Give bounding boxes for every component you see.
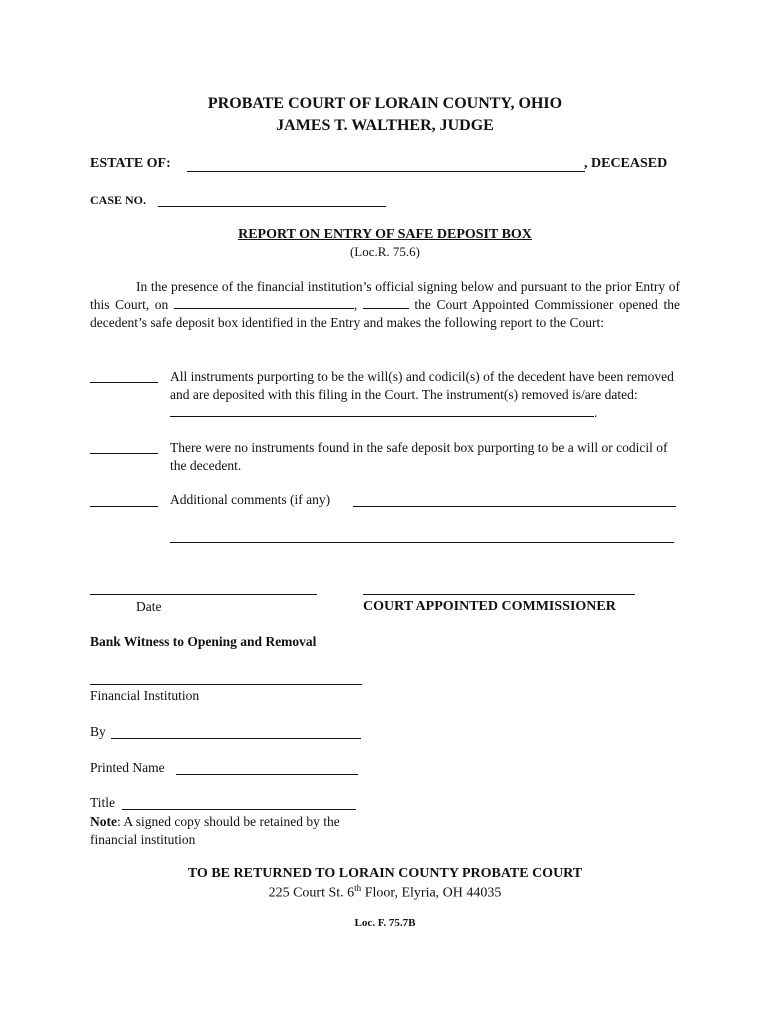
intro-text-2: the Court Appointed Commissioner opened the decedent’s safe deposit box identified in the Entry and makes the following report to the Court: [90,297,680,330]
printed-name-field[interactable] [176,774,358,775]
estate-label: ESTATE OF: [90,156,171,171]
financial-institution-line[interactable] [90,684,362,685]
entry-year-field[interactable] [363,296,409,309]
additional-comments-label: Additional comments (if any) [170,492,331,507]
title-field[interactable] [122,809,356,810]
intro-text-1: In the presence of the financial institution’s official signing below and pursuant to the prior Entry of this Court, on [90,279,680,312]
rule-reference: (Loc.R. 75.6) [349,244,421,259]
additional-comments-field-2[interactable] [170,542,674,543]
court-name: PROBATE COURT OF LORAIN COUNTY, OHIO [207,95,563,112]
judge-name: JAMES T. WALTHER, JUDGE [276,117,494,134]
intro-paragraph: In the presence of the financial institution’s official signing below and pursuant to the prior Entry of this Court, on , the Court Appointed Commissioner opened the decedent’s safe deposit box identified in the Entry and makes the following report to the Court: [90,279,680,330]
by-field[interactable] [111,738,361,739]
report-title: REPORT ON ENTRY OF SAFE DEPOSIT BOX [238,227,532,242]
commissioner-label: COURT APPOINTED COMMISSIONER [363,599,616,614]
date-label: Date [136,599,162,614]
note [90,813,362,849]
additional-comments-field[interactable] [353,506,676,507]
note-label: Note [90,814,117,829]
dated-label: is/are dated: [572,387,638,402]
printed-name-label: Printed Name [90,760,165,775]
bank-witness-heading: Bank Witness to Opening and Removal [90,634,317,649]
entry-date-field[interactable] [174,296,354,309]
case-no-label: CASE NO. [90,193,147,207]
option-instruments-removed-text: All instruments purporting to be the will(s) and codicil(s) of the decedent have been removed and are deposited with this filing in the Court. The instrument(s) removed [170,369,674,402]
return-instruction: TO BE RETURNED TO LORAIN COUNTY PROBATE COURT [187,866,583,881]
option-no-instruments-checkline[interactable] [90,453,158,454]
date-signature-line[interactable] [90,594,317,595]
address-start: 225 Court St. 6 [268,885,355,901]
instrument-dates-field[interactable] [170,404,594,417]
option-additional-comments-checkline[interactable] [90,506,158,507]
financial-institution-label: Financial Institution [90,688,200,703]
estate-name-field[interactable] [187,171,585,172]
court-address [0,883,770,902]
option-instruments-removed-checkline[interactable] [90,382,158,383]
address-end: Floor, Elyria, OH 44035 [361,885,502,901]
form-number: Loc. F. 75.7B [354,917,416,929]
option-instruments-removed: All instruments purporting to be the will(s) and codicil(s) of the decedent have been removed and are deposited with this filing in the Court. The instrument(s) removed is/are dated: . [170,369,674,420]
address-ordinal: th [354,883,362,893]
case-no-field[interactable] [158,206,386,207]
by-label: By [90,724,106,739]
note-text: : A signed copy should be retained by the financial institution [90,814,340,847]
title-label: Title [90,795,116,810]
commissioner-signature-line[interactable] [363,594,635,595]
option-no-instruments-text: There were no instruments found in the safe deposit box purporting to be a will or codicil of the decedent. [170,440,668,473]
deceased-label: , DECEASED [584,156,668,171]
